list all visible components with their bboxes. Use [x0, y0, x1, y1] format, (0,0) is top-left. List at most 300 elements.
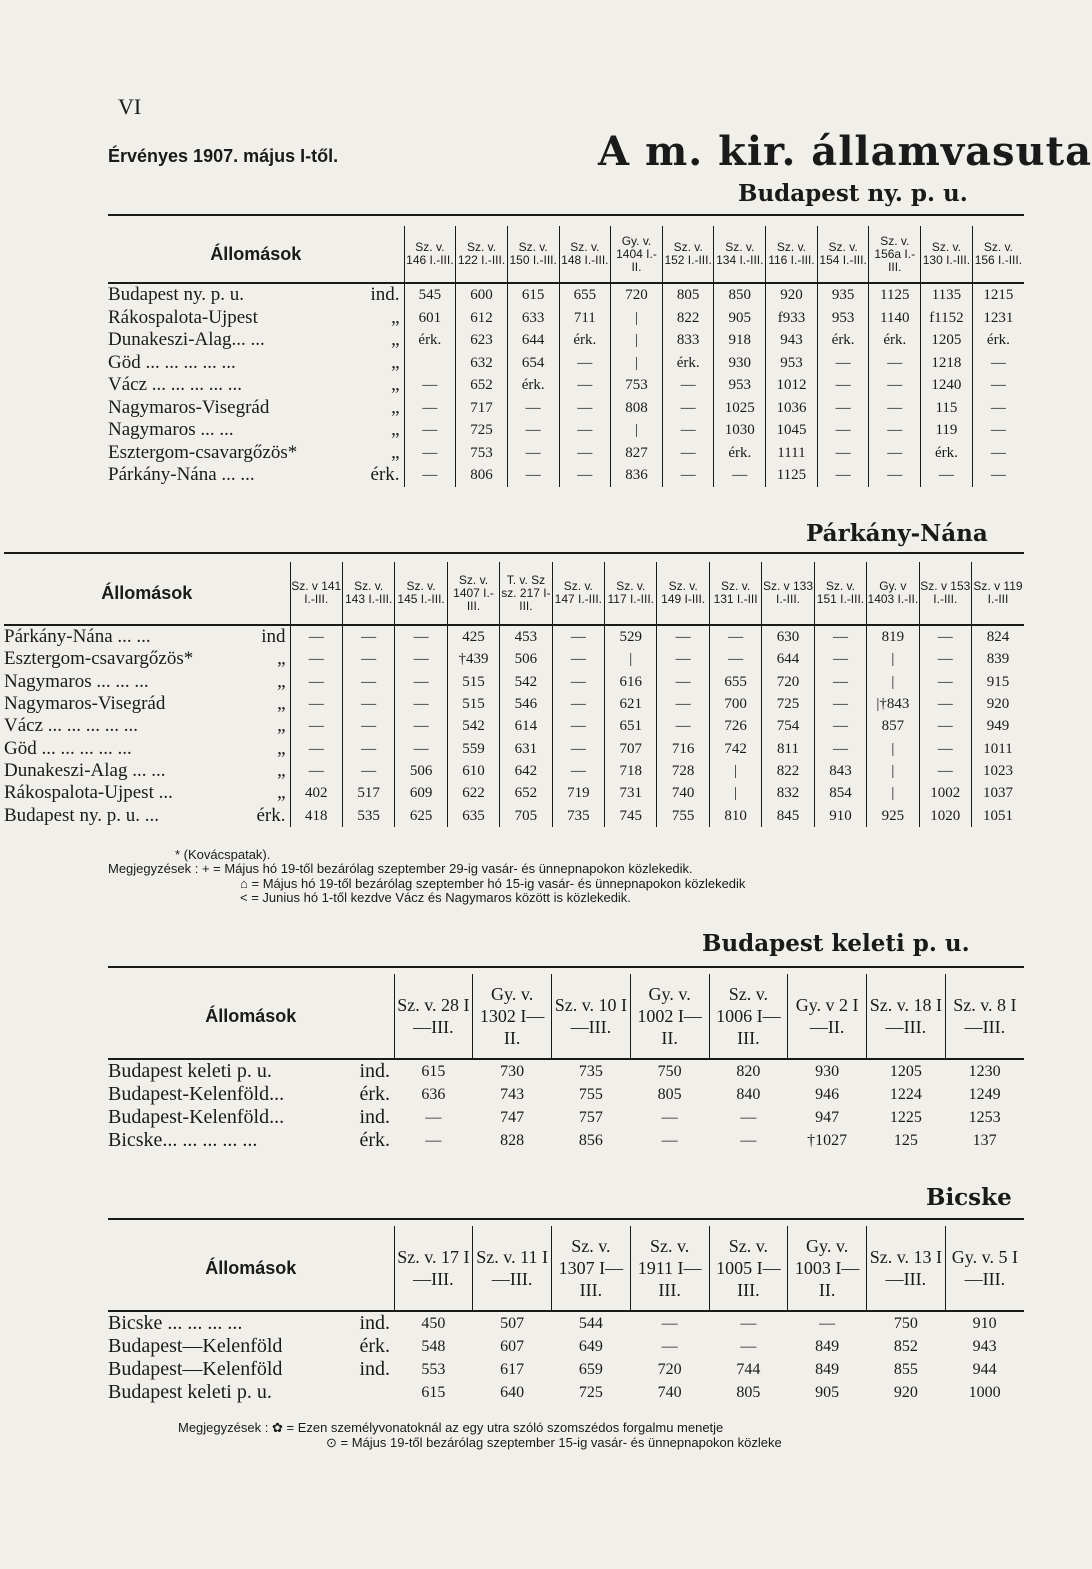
- time-cell: —: [290, 760, 342, 782]
- timetable-budapest-keleti-bicske: [108, 974, 1024, 1152]
- time-cell: 1020: [919, 804, 971, 826]
- time-cell: érk.: [972, 329, 1024, 352]
- time-cell: 115: [921, 397, 973, 420]
- time-cell: —: [404, 419, 456, 442]
- time-cell: —: [919, 760, 971, 782]
- time-cell: 943: [766, 329, 818, 352]
- plus-icon: +: [201, 861, 210, 876]
- time-cell: 425: [447, 625, 499, 648]
- train-column-header: Sz. v. 151 I.-III.: [814, 562, 866, 625]
- rule: [108, 1218, 1024, 1220]
- time-cell: —: [662, 419, 714, 442]
- time-cell: 546: [500, 693, 552, 715]
- time-cell: —: [552, 760, 604, 782]
- train-column-header: Sz. v. 117 I.-III.: [605, 562, 657, 625]
- arr-dep-marker: érk.: [359, 1083, 390, 1105]
- arr-dep-marker: „: [277, 759, 286, 781]
- time-cell: 617: [500, 1361, 525, 1378]
- arr-dep-marker: érk.: [359, 1335, 390, 1357]
- time-cell: 720: [611, 283, 663, 307]
- time-cell: —: [919, 671, 971, 693]
- table-row: [108, 1129, 1024, 1152]
- time-cell: —: [552, 625, 604, 648]
- time-cell: 930: [714, 352, 766, 375]
- time-cell: —: [342, 625, 394, 648]
- time-cell: 711: [559, 307, 611, 330]
- time-cell: 1011: [972, 737, 1025, 759]
- time-cell: —: [552, 737, 604, 759]
- time-cell: 819: [867, 625, 919, 648]
- time-cell: 810: [709, 804, 761, 826]
- time-cell: |†843: [867, 693, 919, 715]
- arr-dep-marker: „: [277, 737, 286, 759]
- notes-block-2: [178, 1421, 782, 1450]
- time-cell: —: [869, 419, 921, 442]
- time-cell: 910: [814, 804, 866, 826]
- time-cell: 755: [578, 1086, 603, 1103]
- arr-dep-marker: „: [277, 693, 286, 715]
- train-column-header: Sz. v. 134 I.-III.: [714, 226, 766, 283]
- time-cell: —: [395, 715, 447, 737]
- time-cell: —: [714, 464, 766, 487]
- time-cell: 720: [762, 671, 814, 693]
- time-cell: —: [972, 374, 1024, 397]
- time-cell: —: [507, 464, 559, 487]
- time-cell: 811: [762, 737, 814, 759]
- arr-dep-marker: ind: [261, 626, 286, 648]
- timetable-parkany-budapest: [4, 562, 1024, 827]
- note-text: = Junius hó 1-től kezdve Vácz és Nagymaros között is közlekedik.: [251, 890, 631, 905]
- time-cell: 1012: [766, 374, 818, 397]
- station-name: Dunakeszi-Alag... ...: [108, 329, 265, 351]
- time-cell: 1231: [972, 307, 1024, 330]
- time-cell: 529: [605, 625, 657, 648]
- section-heading-parkany: Párkány-Nána: [806, 520, 988, 547]
- time-cell: 621: [605, 693, 657, 715]
- time-cell: —: [662, 442, 714, 465]
- time-cell: 833: [662, 329, 714, 352]
- time-cell: 747: [500, 1109, 525, 1126]
- time-cell: 1002: [919, 782, 971, 804]
- time-cell: 1225: [889, 1109, 922, 1126]
- arr-dep-marker: „: [391, 351, 400, 373]
- table-row: [108, 1106, 1024, 1129]
- notes-lines-1: [108, 862, 745, 906]
- time-cell: 910: [972, 1315, 997, 1332]
- time-cell: 630: [762, 625, 814, 648]
- time-cell: 840: [736, 1086, 761, 1103]
- time-cell: 836: [611, 464, 663, 487]
- time-cell: 728: [657, 760, 709, 782]
- arr-dep-marker: érk.: [359, 1129, 390, 1151]
- train-column-header: Gy. v. 1302 I—II.: [473, 974, 552, 1059]
- time-cell: 918: [714, 329, 766, 352]
- rule: [108, 214, 1024, 216]
- time-cell: —: [290, 737, 342, 759]
- table-row: [108, 1083, 1024, 1106]
- train-column-header: Sz. v 119 I.-III: [972, 562, 1025, 625]
- arr-dep-marker: „: [277, 648, 286, 670]
- time-cell: 610: [447, 760, 499, 782]
- time-cell: 854: [814, 782, 866, 804]
- note-text: = Május hó 19-től bezárólag szeptember hó 15-ig vasár- és ünnepnapokon közlekedik: [251, 875, 746, 891]
- time-cell: 953: [817, 307, 869, 330]
- time-cell: 450: [421, 1315, 446, 1332]
- table-row: [4, 715, 1024, 737]
- time-cell: —: [342, 671, 394, 693]
- train-column-header: T. v. Sz sz. 217 I-III.: [500, 562, 552, 625]
- header-row: [108, 1226, 1024, 1311]
- time-cell: 805: [662, 283, 714, 307]
- time-cell: |: [867, 760, 919, 782]
- time-cell: —: [657, 715, 709, 737]
- time-cell: —: [657, 693, 709, 715]
- time-cell: érk.: [921, 442, 973, 465]
- time-cell: —: [395, 648, 447, 670]
- time-cell: 633: [507, 307, 559, 330]
- time-cell: érk.: [817, 329, 869, 352]
- train-column-header: Sz. v. 13 I—III.: [867, 1226, 946, 1311]
- time-cell: 453: [500, 625, 552, 648]
- time-cell: 716: [657, 737, 709, 759]
- table-row: [108, 1335, 1024, 1358]
- arr-dep-marker: [358, 1381, 394, 1404]
- table-row: [108, 374, 1024, 397]
- station-name: Budapest ny. p. u.: [108, 284, 244, 306]
- time-cell: 631: [500, 737, 552, 759]
- time-cell: —: [817, 419, 869, 442]
- time-cell: 920: [972, 693, 1025, 715]
- train-column-header: Gy. v 1403 I.-II.: [867, 562, 919, 625]
- table-row: [108, 442, 1024, 465]
- arr-dep-marker: „: [277, 670, 286, 692]
- time-cell: —: [919, 648, 971, 670]
- time-cell: —: [869, 397, 921, 420]
- time-cell: 659: [578, 1361, 603, 1378]
- arr-dep-marker: ind.: [359, 1358, 390, 1380]
- time-cell: —: [559, 464, 611, 487]
- train-column-header: Sz. v. 152 I.-III.: [662, 226, 714, 283]
- time-cell: —: [290, 648, 342, 670]
- time-cell: 1000: [968, 1384, 1001, 1401]
- time-cell: 735: [552, 804, 604, 826]
- time-cell: —: [404, 397, 456, 420]
- station-name: Vácz ... ... ... ... ...: [108, 374, 243, 396]
- time-cell: —: [817, 464, 869, 487]
- arch-icon: ⌂: [240, 875, 248, 891]
- time-cell: 850: [714, 283, 766, 307]
- time-cell: —: [342, 693, 394, 715]
- time-cell: 1140: [869, 307, 921, 330]
- station-name: Párkány-Nána ... ...: [4, 626, 151, 648]
- time-cell: 1230: [968, 1063, 1001, 1080]
- section-heading-bicske: Bicske: [926, 1184, 1012, 1211]
- time-cell: —: [817, 442, 869, 465]
- train-column-header: Sz. v. 147 I.-III.: [552, 562, 604, 625]
- time-cell: 1205: [889, 1063, 922, 1080]
- time-cell: 649: [578, 1338, 603, 1355]
- time-cell: |: [611, 329, 663, 352]
- time-cell: 915: [972, 671, 1025, 693]
- table-row: [108, 464, 1024, 487]
- time-cell: —: [425, 1132, 442, 1149]
- table-row: [108, 329, 1024, 352]
- time-cell: 808: [611, 397, 663, 420]
- time-cell: 655: [559, 283, 611, 307]
- station-name: Budapest ny. p. u. ...: [4, 804, 159, 826]
- time-cell: 125: [893, 1132, 918, 1149]
- station-name: Göd ... ... ... ... ...: [4, 737, 132, 759]
- table-row: [108, 419, 1024, 442]
- time-cell: —: [661, 1315, 678, 1332]
- train-column-header: Sz. v. 150 I.-III.: [507, 226, 559, 283]
- time-cell: —: [342, 648, 394, 670]
- time-cell: —: [395, 737, 447, 759]
- arr-dep-marker: „: [277, 782, 286, 804]
- station-name: Budapest—Kelenföld: [108, 1358, 283, 1380]
- station-name: Párkány-Nána ... ...: [108, 464, 255, 486]
- time-cell: —: [507, 397, 559, 420]
- time-cell: 754: [762, 715, 814, 737]
- time-cell: 1205: [921, 329, 973, 352]
- time-cell: 717: [456, 397, 508, 420]
- time-cell: —: [404, 442, 456, 465]
- train-column-header: Sz. v. 131 I.-III: [709, 562, 761, 625]
- station-name: Bicske... ... ... ... ...: [108, 1129, 258, 1151]
- train-column-header: Sz. v. 154 I.-III.: [817, 226, 869, 283]
- time-cell: 642: [500, 760, 552, 782]
- stations-header: Állomások: [210, 243, 302, 264]
- time-cell: 601: [404, 307, 456, 330]
- time-cell: 852: [893, 1338, 918, 1355]
- time-cell: 640: [500, 1384, 525, 1401]
- time-cell: 930: [815, 1063, 840, 1080]
- time-cell: |: [867, 648, 919, 670]
- time-cell: 905: [714, 307, 766, 330]
- time-cell: —: [290, 625, 342, 648]
- station-name: Budapest-Kelenföld...: [108, 1106, 285, 1128]
- timetable-budapest-parkany: [108, 226, 1024, 487]
- time-cell: 730: [500, 1063, 525, 1080]
- time-cell: —: [662, 397, 714, 420]
- time-cell: 1036: [766, 397, 818, 420]
- time-cell: 725: [578, 1384, 603, 1401]
- arr-dep-marker: ind.: [359, 1060, 390, 1082]
- time-cell: |: [611, 352, 663, 375]
- arr-dep-marker: „: [391, 396, 400, 418]
- table-row: [4, 737, 1024, 759]
- table-row: [108, 307, 1024, 330]
- time-cell: 742: [709, 737, 761, 759]
- rule: [108, 966, 1024, 968]
- time-cell: 600: [456, 283, 508, 307]
- stations-header: Állomások: [101, 582, 193, 603]
- train-column-header: Gy. v. 1002 I—II.: [630, 974, 709, 1059]
- time-cell: 506: [500, 648, 552, 670]
- station-name: Esztergom-csavargőzös*: [4, 648, 194, 670]
- arr-dep-marker: ind.: [359, 1312, 390, 1334]
- time-cell: 750: [893, 1315, 918, 1332]
- train-column-header: Gy. v 2 I—II.: [788, 974, 867, 1059]
- time-cell: érk.: [714, 442, 766, 465]
- time-cell: 925: [867, 804, 919, 826]
- time-cell: 644: [507, 329, 559, 352]
- train-column-header: Sz. v. 156a I.-III.: [869, 226, 921, 283]
- time-cell: 856: [578, 1132, 603, 1149]
- time-cell: —: [395, 671, 447, 693]
- rule: [4, 552, 1024, 554]
- time-cell: 544: [578, 1315, 603, 1332]
- time-cell: 740: [657, 1384, 682, 1401]
- train-column-header: Sz. v. 1911 I—III.: [630, 1226, 709, 1311]
- time-cell: 119: [921, 419, 973, 442]
- arr-dep-marker: „: [391, 441, 400, 463]
- time-cell: 137: [972, 1132, 997, 1149]
- time-cell: 644: [762, 648, 814, 670]
- train-column-header: Sz. v. 130 I.-III.: [921, 226, 973, 283]
- validity-note: Érvényes 1907. május I-től.: [108, 146, 339, 166]
- time-cell: 707: [605, 737, 657, 759]
- table-row: [4, 648, 1024, 670]
- time-cell: —: [342, 715, 394, 737]
- time-cell: 947: [815, 1109, 840, 1126]
- time-cell: 824: [972, 625, 1025, 648]
- time-cell: |: [867, 782, 919, 804]
- station-name: Bicske ... ... ... ...: [108, 1312, 243, 1334]
- time-cell: —: [740, 1338, 757, 1355]
- time-cell: —: [869, 464, 921, 487]
- time-cell: 943: [972, 1338, 997, 1355]
- time-cell: érk.: [662, 352, 714, 375]
- time-cell: 1023: [972, 760, 1025, 782]
- time-cell: —: [919, 737, 971, 759]
- time-cell: 718: [605, 760, 657, 782]
- table-row: [4, 782, 1024, 804]
- train-column-header: Sz. v. 8 I—III.: [945, 974, 1024, 1059]
- time-cell: 1045: [766, 419, 818, 442]
- time-cell: 820: [736, 1063, 761, 1080]
- time-cell: 1051: [972, 804, 1025, 826]
- time-cell: †439: [447, 648, 499, 670]
- time-cell: —: [869, 374, 921, 397]
- time-cell: érk.: [507, 374, 559, 397]
- time-cell: 949: [972, 715, 1025, 737]
- time-cell: 609: [395, 782, 447, 804]
- time-cell: 849: [815, 1338, 840, 1355]
- time-cell: |: [867, 671, 919, 693]
- note-text: = Május 19-től bezárólag szeptember 15-ig vasár- és ünnepnapokon közleke: [340, 1434, 782, 1450]
- time-cell: —: [919, 715, 971, 737]
- time-cell: 559: [447, 737, 499, 759]
- table-row: [108, 352, 1024, 375]
- time-cell: 740: [657, 782, 709, 804]
- time-cell: 1037: [972, 782, 1025, 804]
- time-cell: 953: [714, 374, 766, 397]
- station-name: Nagymaros ... ... ...: [4, 670, 149, 692]
- train-column-header: Sz. v. 116 I.-III.: [766, 226, 818, 283]
- station-name: Nagymaros ... ...: [108, 419, 234, 441]
- time-cell: 857: [867, 715, 919, 737]
- train-column-header: Sz. v. 149 I-III.: [657, 562, 709, 625]
- train-column-header: Sz. v. 1307 I—III.: [552, 1226, 631, 1311]
- time-cell: —: [709, 625, 761, 648]
- train-column-header: Sz. v 141 I.-III.: [290, 562, 342, 625]
- table-row: [108, 1059, 1024, 1083]
- train-column-header: Sz. v. 18 I—III.: [867, 974, 946, 1059]
- time-cell: —: [342, 760, 394, 782]
- note-text: = Ezen személyvonatoknál az egy utra szóló szomszédos forgalmu menetje: [286, 1420, 724, 1435]
- train-column-header: Sz. v. 1006 I—III.: [709, 974, 788, 1059]
- time-cell: 725: [456, 419, 508, 442]
- time-cell: 553: [421, 1361, 446, 1378]
- note-text: = Május hó 19-től bezárólag szeptember 29-ig vasár- és ünnepnapokon közlekedik.: [213, 861, 693, 876]
- timetable-bicske-budapest: [108, 1226, 1024, 1404]
- time-cell: 506: [395, 760, 447, 782]
- time-cell: —: [661, 1109, 678, 1126]
- arr-dep-marker: „: [277, 715, 286, 737]
- time-cell: 542: [500, 671, 552, 693]
- arr-dep-marker: ind.: [370, 284, 400, 306]
- time-cell: —: [662, 464, 714, 487]
- time-cell: 832: [762, 782, 814, 804]
- time-cell: 805: [657, 1086, 682, 1103]
- time-cell: 623: [456, 329, 508, 352]
- time-cell: 743: [500, 1086, 525, 1103]
- table-row: [108, 397, 1024, 420]
- header-row: [108, 974, 1024, 1059]
- time-cell: 615: [507, 283, 559, 307]
- time-cell: —: [921, 464, 973, 487]
- time-cell: —: [559, 419, 611, 442]
- time-cell: 1224: [889, 1086, 922, 1103]
- time-cell: —: [972, 352, 1024, 375]
- time-cell: —: [740, 1315, 757, 1332]
- arr-dep-marker: érk.: [370, 464, 400, 486]
- time-cell: —: [869, 442, 921, 465]
- train-column-header: Sz. v. 146 I.-III.: [404, 226, 456, 283]
- train-column-header: Sz. v 133 I.-III.: [762, 562, 814, 625]
- time-cell: —: [552, 715, 604, 737]
- time-cell: —: [395, 693, 447, 715]
- time-cell: 1240: [921, 374, 973, 397]
- time-cell: †1027: [807, 1132, 848, 1149]
- time-cell: —: [814, 648, 866, 670]
- time-cell: —: [814, 693, 866, 715]
- time-cell: |: [867, 737, 919, 759]
- table-row: [4, 760, 1024, 782]
- train-column-header: Sz. v. 145 I.-III.: [395, 562, 447, 625]
- time-cell: 719: [552, 782, 604, 804]
- time-cell: —: [657, 625, 709, 648]
- time-cell: 535: [342, 804, 394, 826]
- time-cell: 1025: [714, 397, 766, 420]
- time-cell: —: [559, 442, 611, 465]
- train-column-header: Sz. v. 11 I—III.: [473, 1226, 552, 1311]
- time-cell: f933: [766, 307, 818, 330]
- station-name: Budapest keleti p. u.: [108, 1060, 272, 1082]
- station-name: Rákospalota-Ujpest ...: [4, 782, 173, 804]
- time-cell: 545: [404, 283, 456, 307]
- train-column-header: Gy. v. 1003 I—II.: [788, 1226, 867, 1311]
- train-column-header: Sz. v. 1005 I—III.: [709, 1226, 788, 1311]
- station-name: Budapest keleti p. u.: [108, 1381, 272, 1403]
- time-cell: 607: [500, 1338, 525, 1355]
- table-row: [4, 693, 1024, 715]
- train-column-header: Sz. v 153 I.-III.: [919, 562, 971, 625]
- station-name: Nagymaros-Visegrád: [4, 693, 166, 715]
- time-cell: 542: [447, 715, 499, 737]
- time-cell: 548: [421, 1338, 446, 1355]
